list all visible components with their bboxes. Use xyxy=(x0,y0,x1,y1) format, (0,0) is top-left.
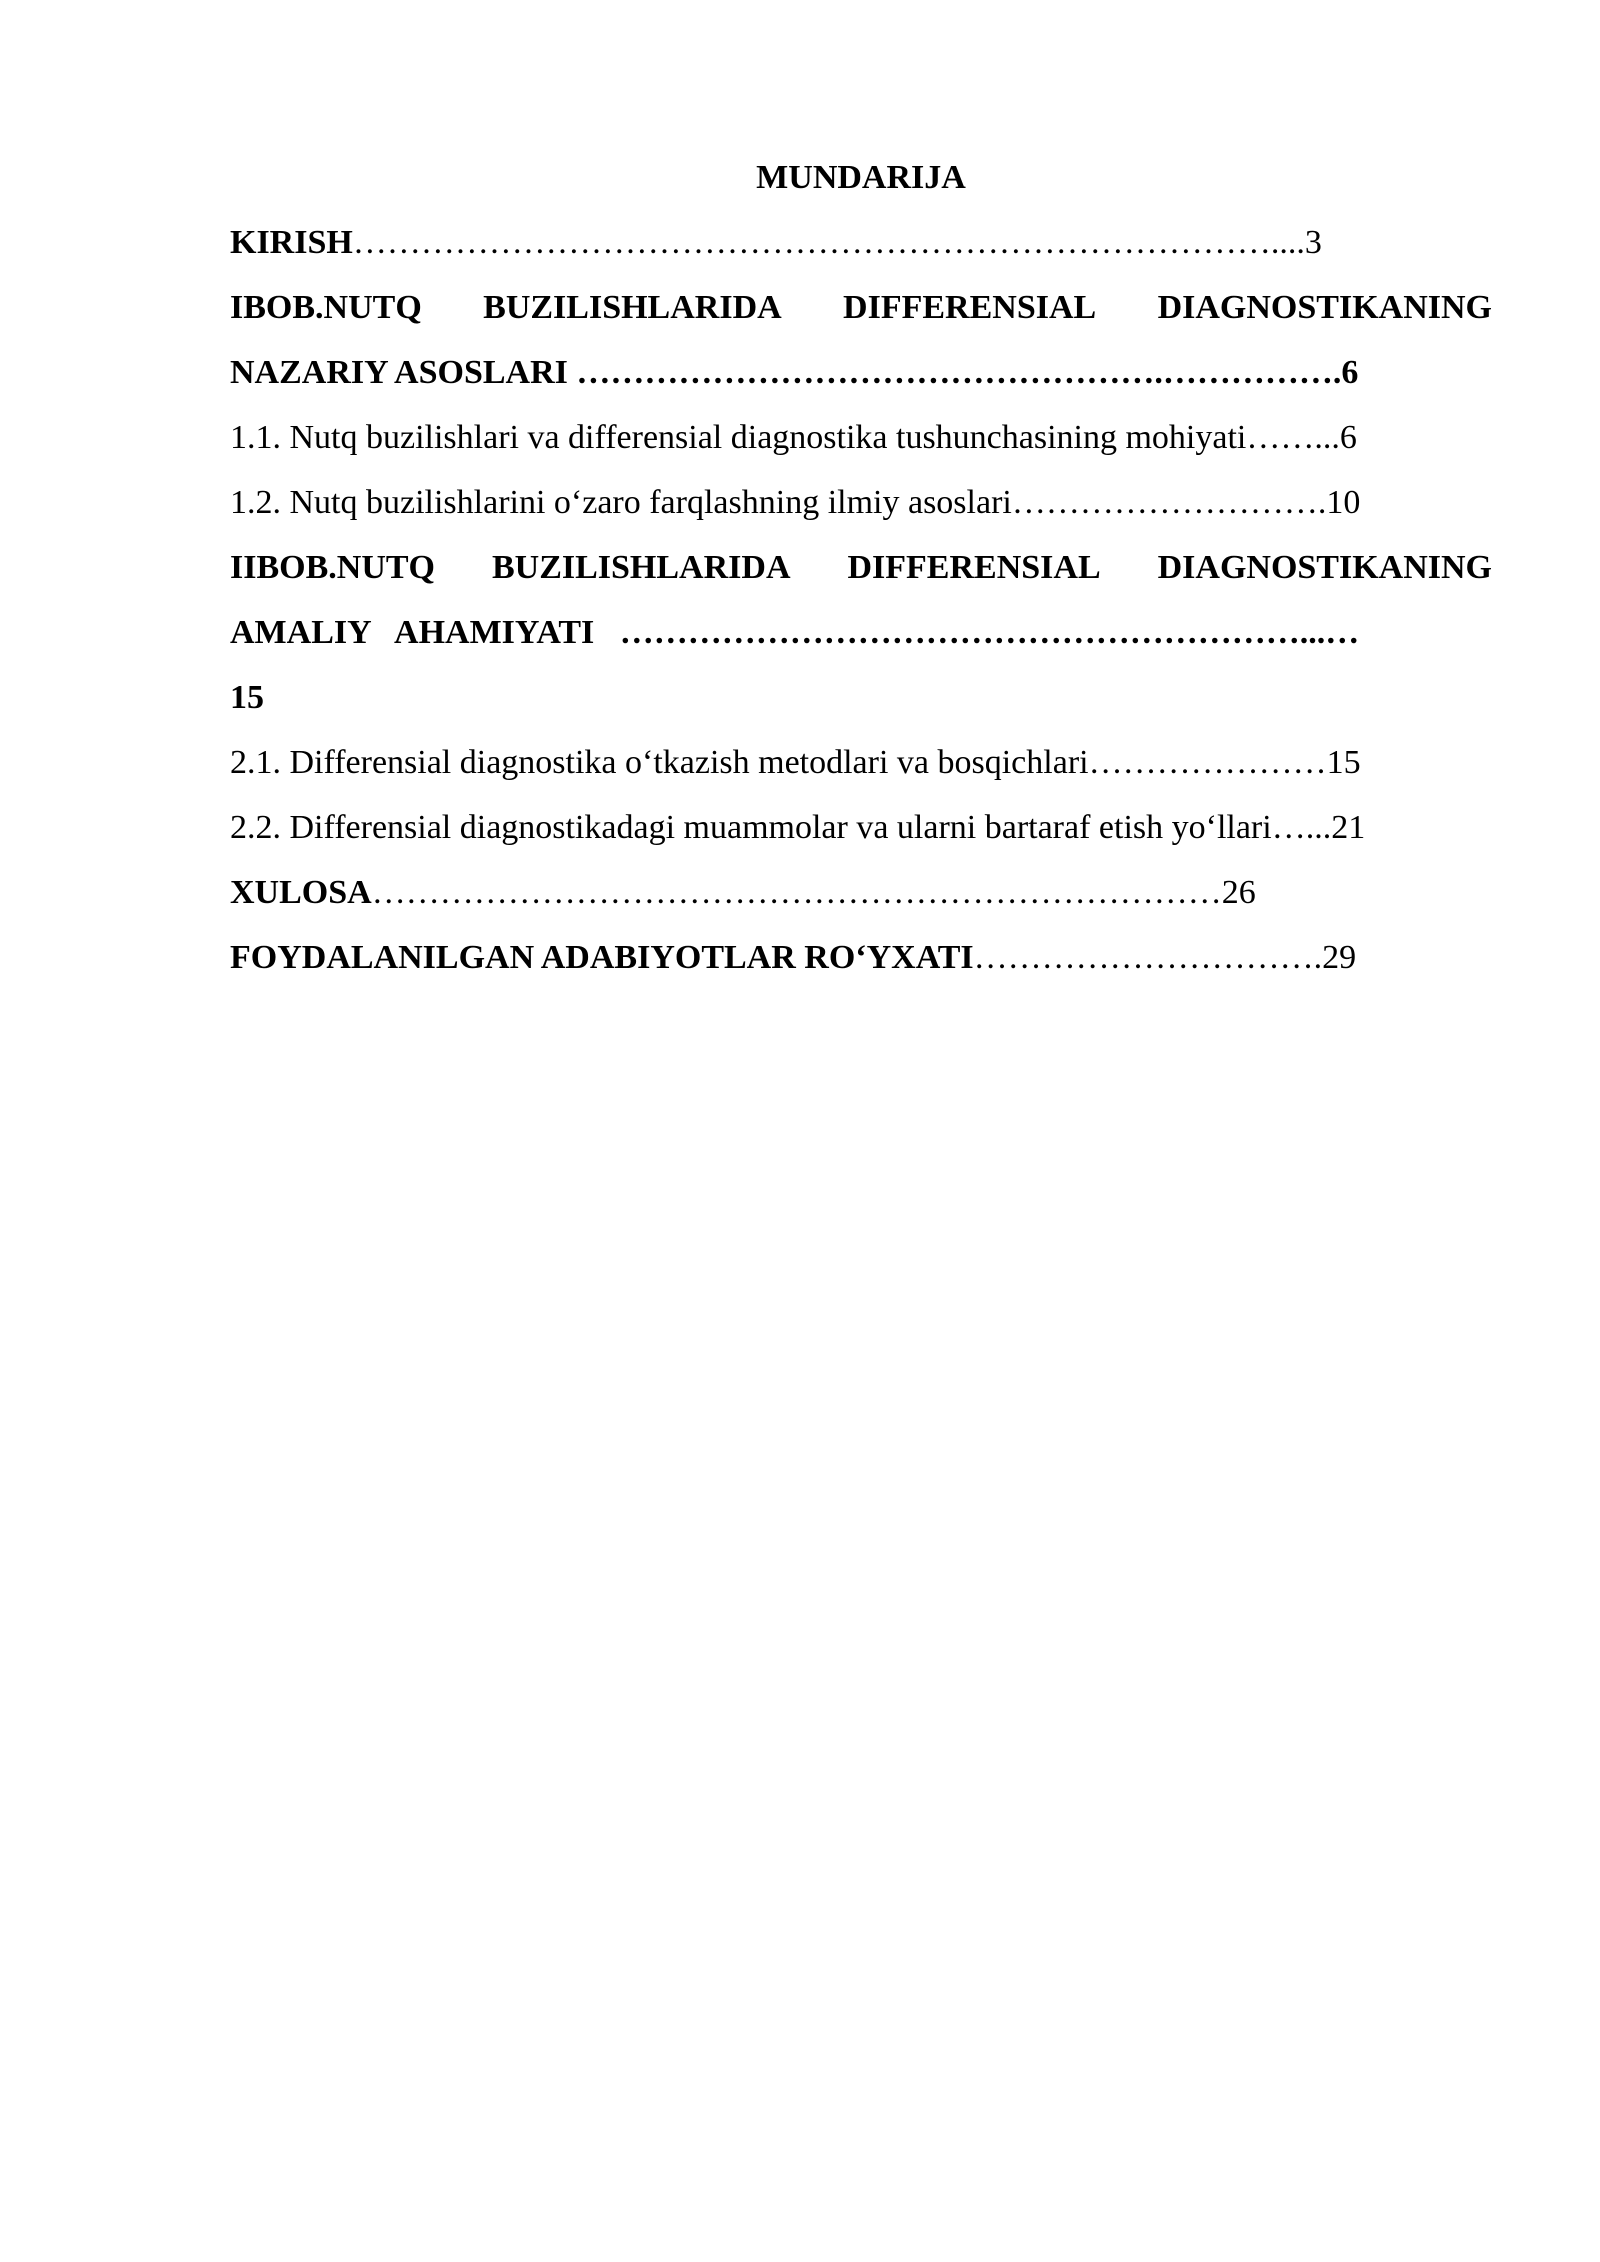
table-of-contents xyxy=(230,145,1492,990)
toc-entry-2-2 xyxy=(230,795,1492,860)
toc-entry-label: 1.1. Nutq buzilishlari va differensial diagnostika tushunchasining mohiyati xyxy=(230,419,1247,456)
toc-word: DIFFERENSIAL xyxy=(847,549,1101,586)
toc-entry-2-1 xyxy=(230,730,1492,795)
toc-page-number: 15 xyxy=(1326,744,1361,781)
toc-page-number: 10 xyxy=(1326,484,1361,521)
toc-entry-1-2 xyxy=(230,470,1492,535)
toc-word: BUZILISHLARIDA xyxy=(483,289,782,326)
toc-entry-bob1-line1 xyxy=(230,275,1492,340)
toc-word: IIBOB.NUTQ xyxy=(230,549,435,586)
toc-page-number: 3 xyxy=(1304,224,1322,261)
toc-leader-dots: ……………………………………………………...… xyxy=(619,614,1360,651)
toc-page-number: 26 xyxy=(1221,874,1256,911)
toc-page-number: 21 xyxy=(1331,809,1366,846)
toc-entry-label: KIRISH xyxy=(230,224,353,261)
toc-leader-dots: ………………… xyxy=(1088,744,1327,781)
toc-leader-dots: ……... xyxy=(1246,419,1340,456)
toc-page-number: 29 xyxy=(1322,939,1357,976)
toc-leader-dots: ………………………. xyxy=(1011,484,1327,521)
toc-entry-adabiyotlar xyxy=(230,925,1492,990)
toc-entry-xulosa xyxy=(230,860,1492,925)
toc-word: IBOB.NUTQ xyxy=(230,289,422,326)
toc-word: DIAGNOSTIKANING xyxy=(1157,289,1492,326)
toc-entry-1-1 xyxy=(230,405,1492,470)
toc-title: MUNDARIJA xyxy=(756,159,966,196)
toc-leader-dots: …... xyxy=(1271,809,1332,846)
toc-entry-label: 2.1. Differensial diagnostika o‘tkazish metodlari va bosqichlari xyxy=(230,744,1089,781)
toc-entry-label: NAZARIY ASOSLARI xyxy=(230,354,568,391)
toc-leader-dots: …………………………. xyxy=(973,939,1323,976)
toc-entry-label: XULOSA xyxy=(230,874,372,911)
toc-entry-kirish xyxy=(230,210,1492,275)
toc-page-number: 6 xyxy=(1339,419,1357,456)
toc-page-number: 6 xyxy=(1341,354,1359,391)
toc-entry-bob2-line2 xyxy=(230,600,1492,665)
toc-entry-bob2-page xyxy=(230,665,1492,730)
toc-entry-label: 1.2. Nutq buzilishlarini o‘zaro farqlashning ilmiy asoslari xyxy=(230,484,1012,521)
toc-entry-bob1-line2 xyxy=(230,340,1492,405)
toc-leader-dots: ……………………………………………………………………….... xyxy=(352,224,1305,261)
toc-leader-dots: …………………………………………….……………. xyxy=(576,354,1342,391)
toc-entry-label: FOYDALANILGAN ADABIYOTLAR RO‘YXATI xyxy=(230,939,974,976)
toc-word: DIFFERENSIAL xyxy=(843,289,1097,326)
toc-word: BUZILISHLARIDA xyxy=(491,549,791,586)
toc-entry-bob2-line1 xyxy=(230,535,1492,600)
toc-entry-label: 2.2. Differensial diagnostikadagi muammolar va ularni bartaraf etish yo‘llari xyxy=(230,809,1272,846)
toc-entry-label: AMALIY AHAMIYATI xyxy=(230,614,595,651)
toc-leader-dots: ………………………………………………………………… xyxy=(371,874,1222,911)
toc-word: DIAGNOSTIKANING xyxy=(1157,549,1492,586)
toc-page-number: 15 xyxy=(230,679,264,716)
